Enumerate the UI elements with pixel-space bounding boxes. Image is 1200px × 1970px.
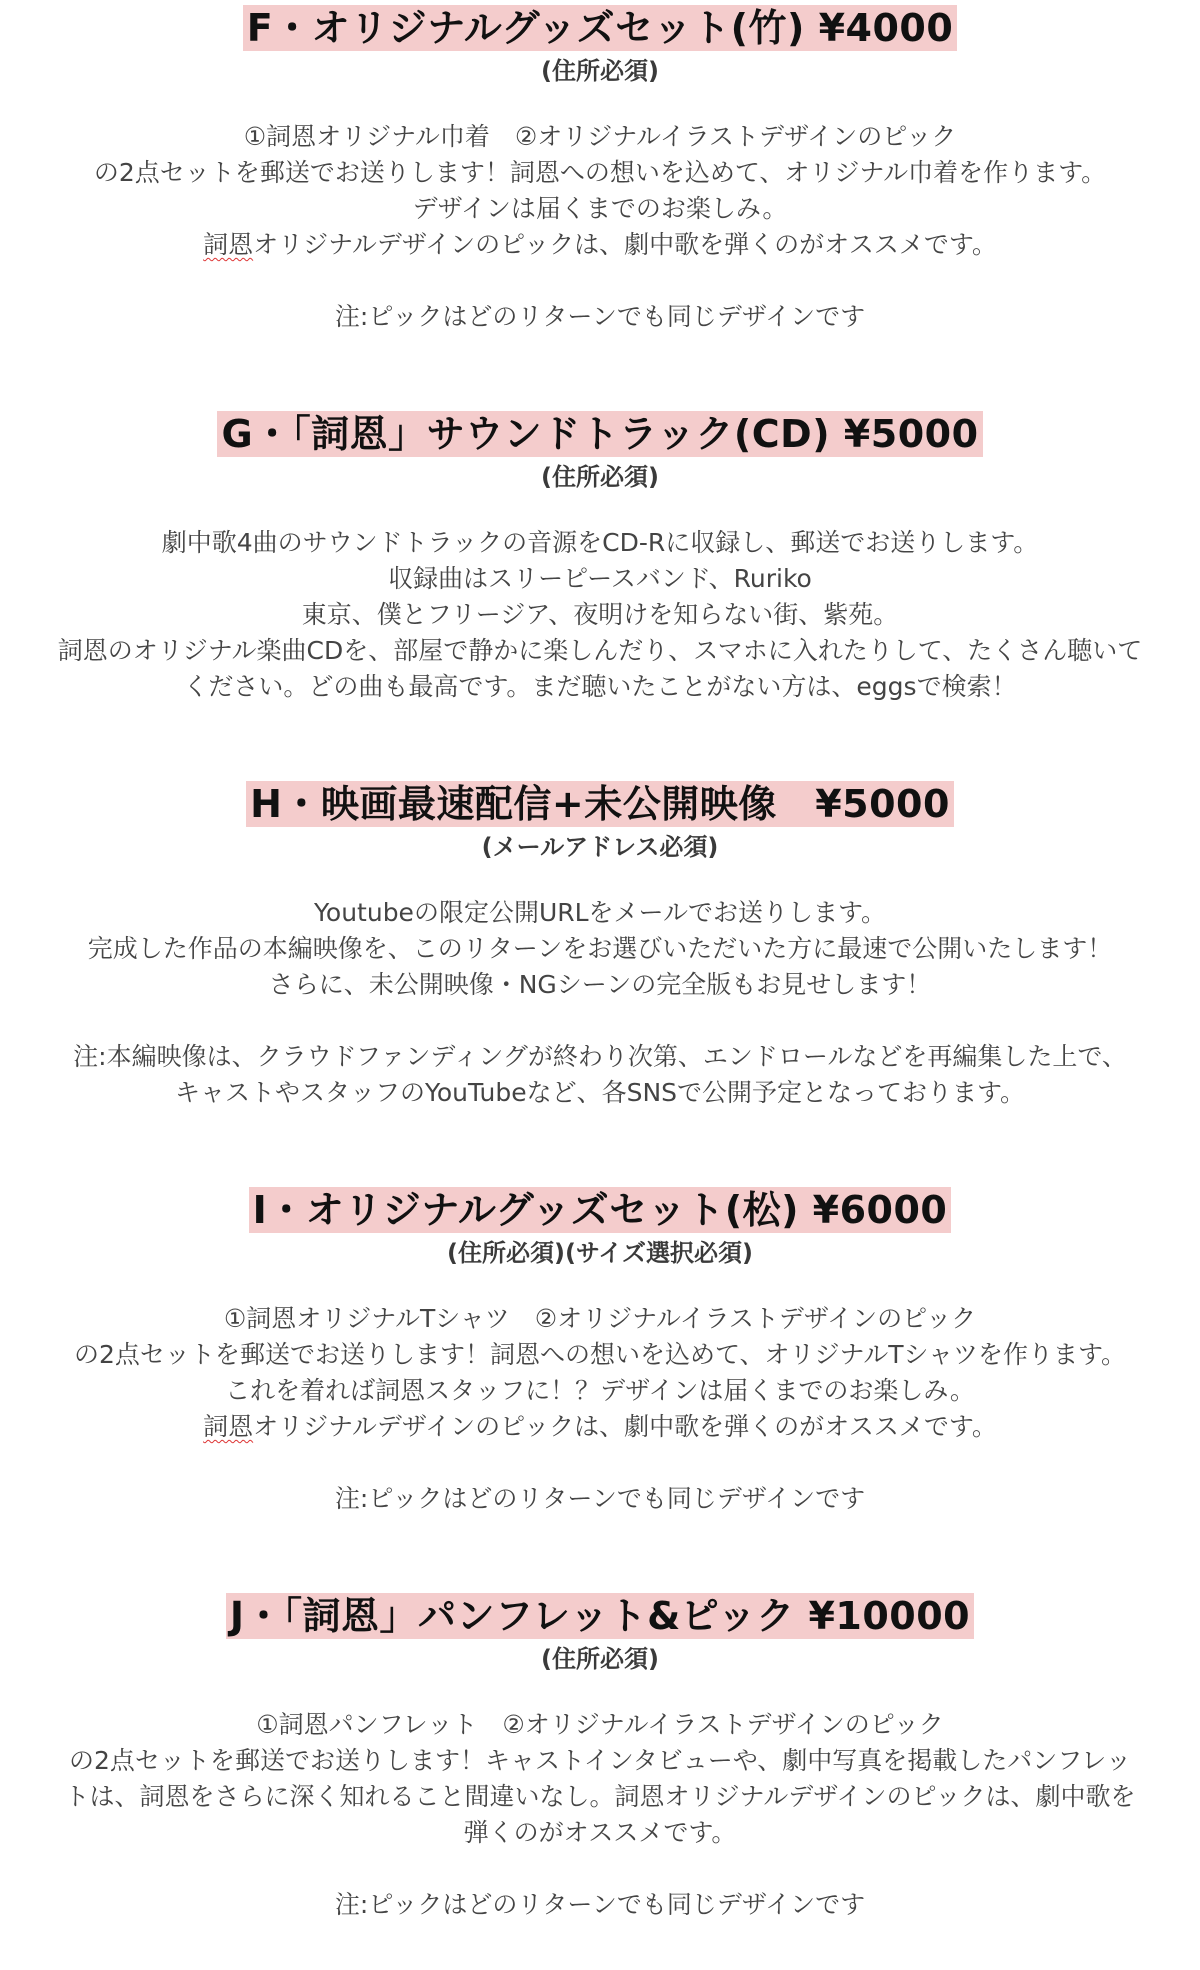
section-g-body: [0, 525, 1200, 705]
section-f: [0, 5, 1200, 335]
section-i-line-3: これを着れば詞恩スタッフに！？デザインは届くまでのお楽しみ。: [225, 1376, 975, 1405]
section-j-requirement: (住所必須): [541, 1645, 659, 1673]
section-j-body: [0, 1707, 1200, 1923]
section-i-line-2: の2点セットを郵送でお送りします！詞恩への想いを込めて、オリジナルTシャツを作ります。: [74, 1340, 1126, 1369]
section-h-note-2: キャストやスタッフのYouTubeなど、各SNSで公開予定となっております。: [174, 1078, 1026, 1107]
section-i-requirement: (住所必須)(サイズ選択必須): [447, 1239, 753, 1267]
section-j: [0, 1593, 1200, 1923]
section-f-title: F・オリジナルグッズセット(竹) ¥4000: [243, 5, 958, 51]
section-f-body: [0, 119, 1200, 335]
spellcheck-word: 詞恩: [203, 230, 254, 259]
section-g-title: G・「詞恩」サウンドトラック(CD) ¥5000: [217, 411, 982, 457]
section-h: [0, 781, 1200, 1111]
section-g-line-4: 詞恩のオリジナル楽曲CDを、部屋で静かに楽しんだり、スマホに入れたりして、たくさん聴いて: [57, 636, 1143, 665]
section-h-requirement: (メールアドレス必須): [481, 833, 719, 861]
section-i-title: I・オリジナルグッズセット(松) ¥6000: [249, 1187, 952, 1233]
section-g-line-1: 劇中歌4曲のサウンドトラックの音源をCD-Rに収録し、郵送でお送りします。: [161, 528, 1039, 557]
section-h-line-1: Youtubeの限定公開URLをメールでお送りします。: [313, 898, 887, 927]
section-h-body: [0, 895, 1200, 1111]
section-j-note: 注:ピックはどのリターンでも同じデザインです: [334, 1890, 866, 1919]
section-g-requirement: (住所必須): [541, 463, 659, 491]
spellcheck-word: 詞恩: [203, 1412, 254, 1441]
section-f-line-2: の2点セットを郵送でお送りします！詞恩への想いを込めて、オリジナル巾着を作ります。: [93, 158, 1107, 187]
section-h-line-3: さらに、未公開映像・NGシーンの完全版もお見せします！: [268, 970, 932, 999]
section-j-title: J・「詞恩」パンフレット&ピック ¥10000: [226, 1593, 974, 1639]
section-g-line-2: 収録曲はスリーピースバンド、Ruriko: [388, 564, 812, 593]
section-g-line-5: ください。どの曲も最高です。まだ聴いたことがない方は、eggsで検索！: [183, 672, 1017, 701]
section-f-line-3: デザインは届くまでのお楽しみ。: [412, 194, 788, 223]
section-i-line-1: ①詞恩オリジナルTシャツ ②オリジナルイラストデザインのピック: [223, 1304, 977, 1333]
section-j-line-4: 弾くのがオススメです。: [463, 1818, 737, 1847]
section-g: [0, 411, 1200, 705]
section-i-note: 注:ピックはどのリターンでも同じデザインです: [334, 1484, 866, 1513]
section-i: [0, 1187, 1200, 1517]
section-f-note: 注:ピックはどのリターンでも同じデザインです: [334, 302, 866, 331]
section-f-requirement: (住所必須): [541, 57, 659, 85]
section-f-line-1: ①詞恩オリジナル巾着 ②オリジナルイラストデザインのピック: [243, 122, 957, 151]
section-j-line-3: トは、詞恩をさらに深く知れること間違いなし。詞恩オリジナルデザインのピックは、劇中歌を: [64, 1782, 1136, 1811]
section-h-title: H・映画最速配信+未公開映像 ¥5000: [246, 781, 954, 827]
section-h-line-2: 完成した作品の本編映像を、このリターンをお選びいただいた方に最速で公開いたします！: [87, 934, 1113, 963]
section-i-line-4: 詞恩オリジナルデザインのピックは、劇中歌を弾くのがオススメです。: [203, 1412, 997, 1441]
section-f-line-4: 詞恩オリジナルデザインのピックは、劇中歌を弾くのがオススメです。: [203, 230, 997, 259]
section-g-line-3: 東京、僕とフリージア、夜明けを知らない街、紫苑。: [301, 600, 899, 629]
section-j-line-1: ①詞恩パンフレット ②オリジナルイラストデザインのピック: [256, 1710, 944, 1739]
section-j-line-2: の2点セットを郵送でお送りします！キャストインタビューや、劇中写真を掲載したパンフレッ: [69, 1746, 1131, 1775]
section-h-note-1: 注:本編映像は、クラウドファンディングが終わり次第、エンドロールなどを再編集した上で、: [73, 1042, 1127, 1071]
section-i-body: [0, 1301, 1200, 1517]
